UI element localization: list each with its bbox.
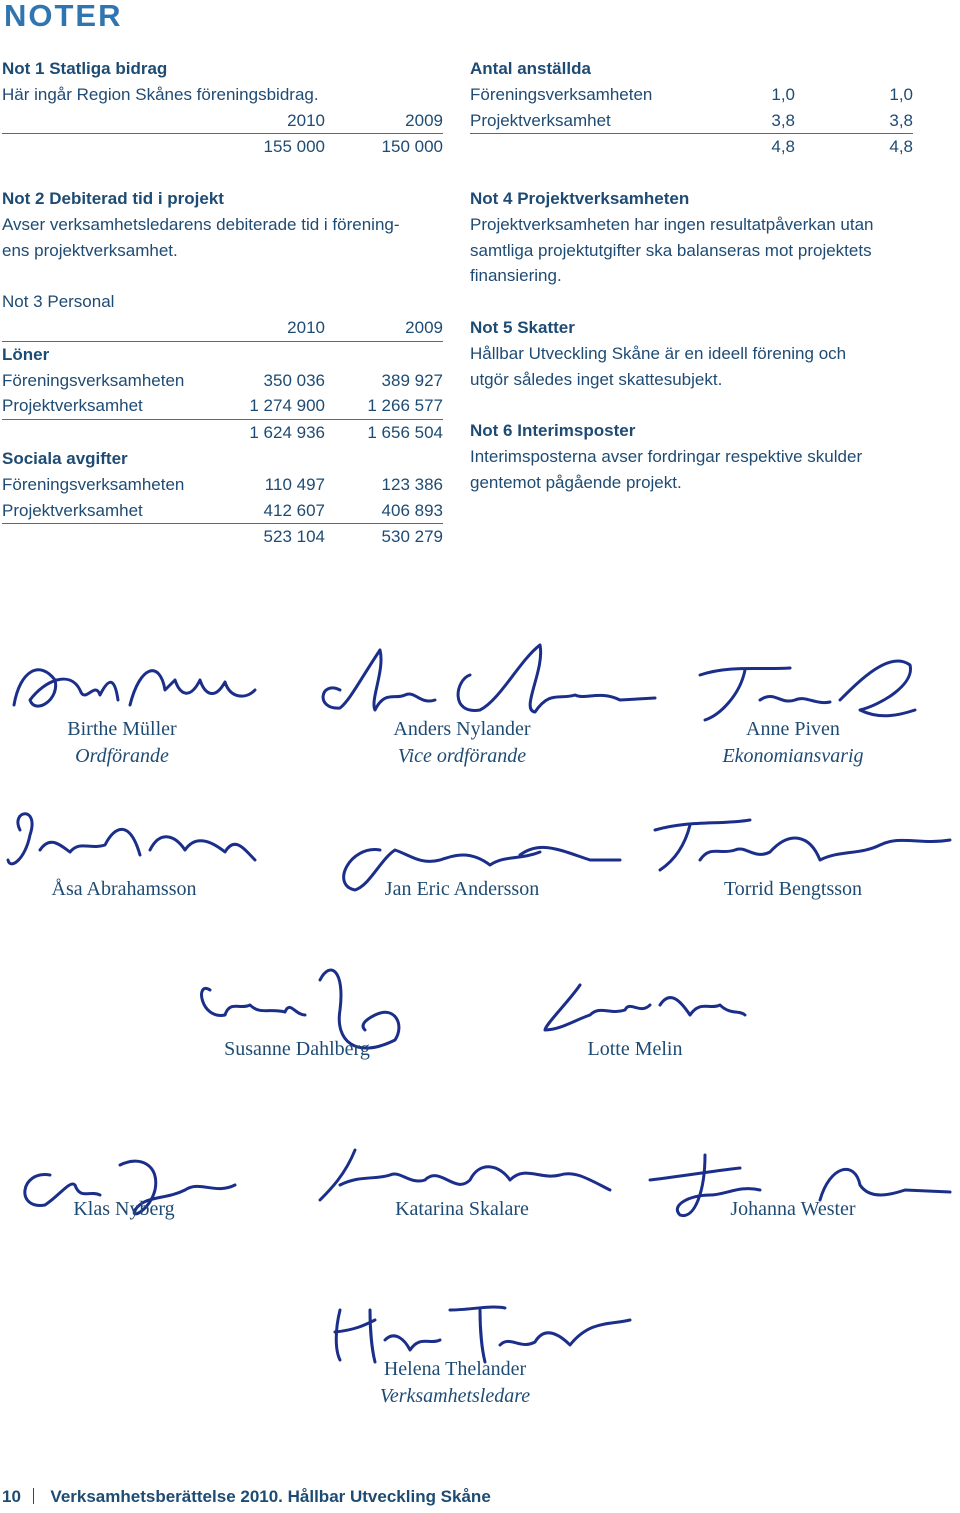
not2-line2: ens projektverksamhet. bbox=[2, 240, 178, 260]
sociala-label: Sociala avgifter bbox=[2, 448, 128, 468]
not5-title: Not 5 Skatter bbox=[470, 317, 575, 337]
sociala-total-row bbox=[2, 524, 443, 550]
signatory-name: Anne Piven bbox=[746, 718, 840, 740]
footer-text: Verksamhetsberättelse 2010. Hållbar Utveckling Skåne bbox=[50, 1487, 491, 1506]
signature-mark-abrahamsson bbox=[8, 814, 255, 864]
signatory-name: Klas Nyberg bbox=[73, 1198, 175, 1220]
signature-birthe-muller bbox=[22, 716, 222, 770]
not1-text: Här ingår Region Skånes föreningsbidrag. bbox=[2, 84, 319, 104]
signature-helena-thelander bbox=[345, 1356, 565, 1410]
signatory-name: Birthe Müller bbox=[67, 718, 177, 740]
signature-klas-nyberg bbox=[14, 1196, 234, 1223]
page-footer bbox=[2, 1487, 491, 1507]
year-2010: 2010 bbox=[287, 110, 325, 130]
signatory-name: Torrid Bengtsson bbox=[723, 878, 863, 900]
not4-line1: Projektverksamheten har ingen resultatpåverkan utan bbox=[470, 214, 874, 234]
not3-title: Not 3 Personal bbox=[2, 292, 115, 312]
sociala-total-2009: 530 279 bbox=[381, 527, 443, 547]
table-row bbox=[470, 82, 913, 108]
signature-anne-piven bbox=[683, 716, 903, 770]
row-value-2009: 406 893 bbox=[381, 500, 443, 520]
not5-line1: Hållbar Utveckling Skåne är en ideell förening och bbox=[470, 343, 847, 363]
row-label: Projektverksamhet bbox=[2, 500, 143, 520]
signature-mark-melin bbox=[545, 985, 745, 1030]
signatory-name: Åsa Abrahamsson bbox=[51, 878, 197, 900]
row-label: Föreningsverksamheten bbox=[470, 84, 653, 104]
table-row bbox=[470, 108, 913, 135]
not1-years-row bbox=[2, 108, 443, 134]
signature-lotte-melin bbox=[525, 1036, 745, 1063]
signatory-name: Helena Thelander bbox=[383, 1358, 527, 1380]
signatory-role: Ordförande bbox=[75, 745, 169, 767]
signature-anders-nylander bbox=[352, 716, 572, 770]
row-value-2009: 1 266 577 bbox=[367, 396, 443, 416]
row-value-2009: 389 927 bbox=[381, 370, 443, 390]
right-column bbox=[470, 56, 913, 496]
not3-year-2010: 2010 bbox=[287, 317, 325, 337]
signatory-name: Lotte Melin bbox=[587, 1038, 683, 1060]
signature-torrid-bengtsson bbox=[683, 876, 903, 903]
signature-mark-thelander bbox=[335, 1307, 630, 1362]
loner-total-2010: 1 624 936 bbox=[249, 423, 325, 443]
sociala-total-2010: 523 104 bbox=[263, 527, 325, 547]
not2-line1: Avser verksamhetsledarens debiterade tid i förening- bbox=[2, 214, 400, 234]
not5-line2: utgör således inget skattesubjekt. bbox=[470, 369, 723, 389]
row-label: Föreningsverksamheten bbox=[2, 474, 185, 494]
not4-title: Not 4 Projektverksamheten bbox=[470, 188, 690, 208]
row-value-2009: 123 386 bbox=[381, 474, 443, 494]
not6-line1: Interimsposterna avser fordringar respektive skulder bbox=[470, 446, 863, 466]
row-value-2010: 1 274 900 bbox=[249, 396, 325, 416]
row-label: Projektverksamhet bbox=[470, 110, 611, 130]
anstallda-total-row bbox=[470, 134, 913, 160]
signatory-role: Verksamhetsledare bbox=[379, 1385, 531, 1407]
left-column bbox=[2, 56, 443, 550]
row-value-2010: 110 497 bbox=[264, 474, 325, 494]
signatory-name: Johanna Wester bbox=[730, 1198, 856, 1220]
not4-line3: finansiering. bbox=[470, 266, 562, 286]
signature-jan-eric-andersson bbox=[352, 876, 572, 903]
not6-title: Not 6 Interimsposter bbox=[470, 421, 636, 441]
row-value-2010: 350 036 bbox=[263, 370, 325, 390]
not2-title: Not 2 Debiterad tid i projekt bbox=[2, 188, 224, 208]
signature-asa-abrahamsson bbox=[14, 876, 234, 903]
signatory-name: Jan Eric Andersson bbox=[384, 878, 540, 900]
signature-mark-bengtsson bbox=[655, 820, 950, 870]
not3-years-row bbox=[2, 315, 443, 342]
signatory-name: Susanne Dahlberg bbox=[224, 1038, 370, 1060]
row-label: Projektverksamhet bbox=[2, 396, 143, 416]
row-value-2009: 1,0 bbox=[889, 84, 913, 104]
anstallda-total-2009: 4,8 bbox=[889, 137, 913, 157]
signature-susanne-dahlberg bbox=[187, 1036, 407, 1063]
row-value-2010: 1,0 bbox=[771, 84, 795, 104]
signature-johanna-wester bbox=[683, 1196, 903, 1223]
loner-total-row bbox=[2, 420, 443, 446]
not1-total-row bbox=[2, 133, 443, 160]
not1-total-2009: 150 000 bbox=[381, 137, 443, 157]
signature-mark-skalare bbox=[320, 1150, 610, 1200]
signature-mark-nylander bbox=[323, 645, 655, 712]
table-row bbox=[2, 368, 443, 394]
year-2009: 2009 bbox=[405, 110, 443, 130]
not6-line2: gentemot pågående projekt. bbox=[470, 472, 682, 492]
loner-label: Löner bbox=[2, 344, 50, 364]
row-value-2010: 412 607 bbox=[263, 500, 325, 520]
signatory-name: Katarina Skalare bbox=[395, 1198, 529, 1220]
row-value-2010: 3,8 bbox=[771, 110, 795, 130]
signatory-name: Anders Nylander bbox=[393, 718, 531, 740]
loner-total-2009: 1 656 504 bbox=[367, 423, 443, 443]
table-row bbox=[2, 472, 443, 498]
anstallda-total-2010: 4,8 bbox=[771, 137, 795, 157]
table-row bbox=[2, 498, 443, 525]
signatory-role: Ekonomiansvarig bbox=[722, 745, 864, 767]
footer-separator bbox=[33, 1488, 35, 1504]
not1-title: Not 1 Statliga bidrag bbox=[2, 59, 168, 78]
signatory-role: Vice ordförande bbox=[397, 745, 527, 767]
not3-year-2009: 2009 bbox=[405, 317, 443, 337]
table-row bbox=[2, 393, 443, 420]
anstallda-title: Antal anställda bbox=[470, 59, 591, 78]
row-label: Föreningsverksamheten bbox=[2, 370, 185, 390]
page-heading: NOTER bbox=[4, 0, 123, 33]
not1-total-2010: 155 000 bbox=[263, 137, 325, 157]
signature-katarina-skalare bbox=[352, 1196, 572, 1223]
signature-mark-muller bbox=[14, 670, 255, 706]
row-value-2009: 3,8 bbox=[889, 110, 913, 130]
page-number: 10 bbox=[2, 1487, 21, 1506]
not4-line2: samtliga projektutgifter ska balanseras mot projektets bbox=[470, 240, 872, 260]
signature-mark-piven bbox=[700, 661, 915, 720]
